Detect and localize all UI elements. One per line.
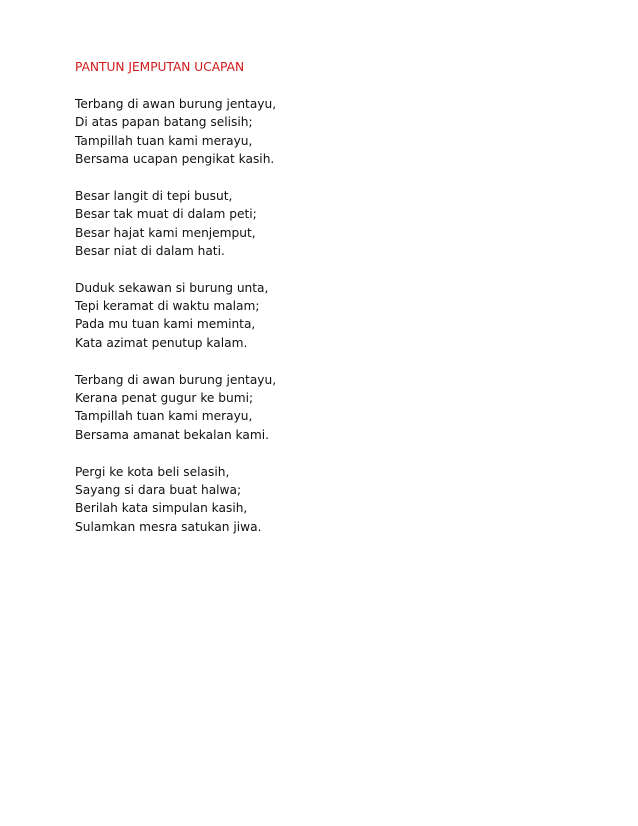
- stanza-line: Besar langit di tepi busut,: [75, 188, 233, 203]
- stanza-line: Di atas papan batang selisih;: [75, 115, 253, 130]
- document-title: PANTUN JEMPUTAN UCAPAN: [75, 60, 245, 74]
- stanza-line: Kata azimat penutup kalam.: [75, 335, 248, 350]
- stanza-line: Pergi ke kota beli selasih,: [75, 464, 230, 479]
- stanza-line: Sulamkan mesra satukan jiwa.: [75, 519, 262, 534]
- stanza-line: Terbang di awan burung jentayu,: [75, 96, 277, 111]
- stanza-line: Besar hajat kami menjemput,: [75, 225, 256, 240]
- stanza-3: [75, 279, 595, 353]
- stanza-line: Berilah kata simpulan kasih,: [75, 501, 248, 516]
- stanza-1: [75, 95, 595, 169]
- stanza-line: Besar niat di dalam hati.: [75, 243, 225, 258]
- stanza-line: Tepi keramat di waktu malam;: [75, 299, 260, 314]
- stanza-5: [75, 463, 595, 537]
- stanza-line: Terbang di awan burung jentayu,: [75, 372, 277, 387]
- stanza-4: [75, 371, 595, 445]
- stanza-line: Tampillah tuan kami merayu,: [75, 133, 253, 148]
- stanza-2: [75, 187, 595, 261]
- stanza-line: Sayang si dara buat halwa;: [75, 482, 242, 497]
- document-body: [75, 58, 595, 555]
- stanza-line: Tampillah tuan kami merayu,: [75, 409, 253, 424]
- stanza-line: Bersama ucapan pengikat kasih.: [75, 151, 275, 166]
- stanza-line: Bersama amanat bekalan kami.: [75, 427, 269, 442]
- stanza-line: Kerana penat gugur ke bumi;: [75, 391, 254, 406]
- stanza-line: Besar tak muat di dalam peti;: [75, 207, 257, 222]
- stanza-line: Duduk sekawan si burung unta,: [75, 280, 269, 295]
- stanza-line: Pada mu tuan kami meminta,: [75, 317, 256, 332]
